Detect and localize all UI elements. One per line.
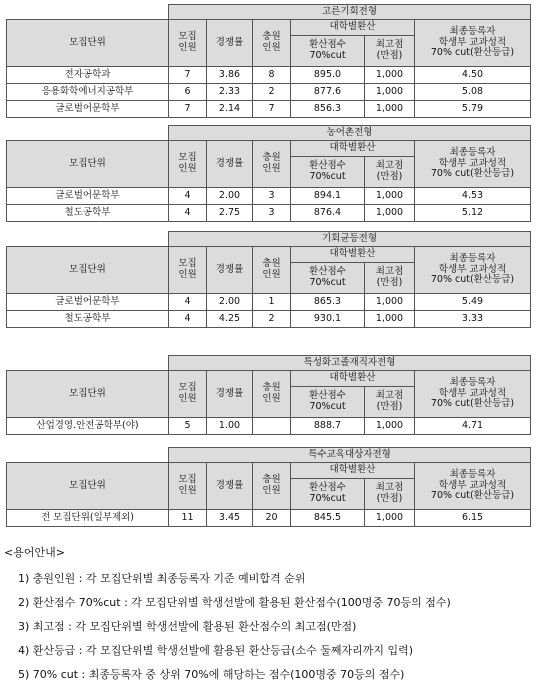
table-row: [7, 84, 531, 101]
results-table: [6, 447, 531, 527]
cell-max: 1,000: [365, 510, 415, 527]
header-quota: 모집 인원: [169, 463, 207, 510]
header-conv-score: 환산점수 70%cut: [291, 263, 365, 294]
header-final-grade: 최종등록자 학생부 교과성적 70% cut(환산등급): [415, 141, 531, 188]
cell-extra: 1: [253, 294, 291, 311]
term-item-1: 1) 충원인원 : 각 모집단위별 최종등록자 기준 예비합격 순위: [18, 572, 306, 585]
cell-grade: 4.50: [415, 67, 531, 84]
cell-extra: 2: [253, 311, 291, 328]
cell-quota: 6: [169, 84, 207, 101]
cell-score: 845.5: [291, 510, 365, 527]
cell-ratio: 1.00: [207, 418, 253, 435]
header-extra: 충원 인원: [253, 141, 291, 188]
cell-max: 1,000: [365, 311, 415, 328]
cell-quota: 5: [169, 418, 207, 435]
cell-extra: 3: [253, 188, 291, 205]
cell-unit: 응용화학에너지공학부: [7, 84, 169, 101]
cell-score: 930.1: [291, 311, 365, 328]
header-unit: 모집단위: [7, 20, 169, 67]
table-corner-blank: [7, 5, 169, 20]
cell-max: 1,000: [365, 84, 415, 101]
header-ratio: 경쟁률: [207, 141, 253, 188]
table-corner-blank: [7, 232, 169, 247]
header-unit: 모집단위: [7, 247, 169, 294]
header-conv-group: 대학별환산: [291, 20, 415, 36]
cell-ratio: 3.86: [207, 67, 253, 84]
header-final-grade: 최종등록자 학생부 교과성적 70% cut(환산등급): [415, 371, 531, 418]
cell-ratio: 3.45: [207, 510, 253, 527]
header-quota: 모집 인원: [169, 141, 207, 188]
cell-grade: 3.33: [415, 311, 531, 328]
cell-quota: 4: [169, 188, 207, 205]
table-corner-blank: [7, 356, 169, 371]
header-max-score: 최고점 (만점): [365, 387, 415, 418]
term-item-4: 4) 환산등급 : 각 모집단위별 학생선발에 활용된 환산등급(소수 둘째자리까지 입력): [18, 644, 414, 657]
table-title: 농어촌전형: [169, 126, 531, 141]
header-final-grade: 최종등록자 학생부 교과성적 70% cut(환산등급): [415, 463, 531, 510]
table-title: 기회균등전형: [169, 232, 531, 247]
cell-score: 856.3: [291, 101, 365, 118]
header-conv-score: 환산점수 70%cut: [291, 157, 365, 188]
cell-score: 877.6: [291, 84, 365, 101]
cell-unit: 글로벌어문학부: [7, 101, 169, 118]
cell-score: 895.0: [291, 67, 365, 84]
header-extra: 충원 인원: [253, 463, 291, 510]
header-conv-group: 대학별환산: [291, 247, 415, 263]
cell-max: 1,000: [365, 294, 415, 311]
cell-ratio: 2.33: [207, 84, 253, 101]
header-final-grade: 최종등록자 학생부 교과성적 70% cut(환산등급): [415, 247, 531, 294]
table-row: [7, 510, 531, 527]
header-conv-score: 환산점수 70%cut: [291, 479, 365, 510]
cell-grade: 5.12: [415, 205, 531, 222]
header-max-score: 최고점 (만점): [365, 36, 415, 67]
cell-score: 865.3: [291, 294, 365, 311]
header-quota: 모집 인원: [169, 20, 207, 67]
cell-score: 876.4: [291, 205, 365, 222]
header-quota: 모집 인원: [169, 247, 207, 294]
header-max-score: 최고점 (만점): [365, 157, 415, 188]
cell-grade: 5.79: [415, 101, 531, 118]
header-conv-group: 대학별환산: [291, 463, 415, 479]
table-title: 특성화고졸재직자전형: [169, 356, 531, 371]
cell-ratio: 4.25: [207, 311, 253, 328]
header-conv-group: 대학별환산: [291, 141, 415, 157]
table-corner-blank: [7, 448, 169, 463]
table-row: [7, 294, 531, 311]
cell-unit: 철도공학부: [7, 311, 169, 328]
table-row: [7, 188, 531, 205]
terms-guide: [4, 541, 534, 687]
cell-extra: 7: [253, 101, 291, 118]
cell-grade: 5.49: [415, 294, 531, 311]
cell-ratio: 2.14: [207, 101, 253, 118]
cell-grade: 4.53: [415, 188, 531, 205]
cell-unit: 글로벌어문학부: [7, 294, 169, 311]
header-conv-group: 대학별환산: [291, 371, 415, 387]
header-extra: 충원 인원: [253, 20, 291, 67]
cell-score: 888.7: [291, 418, 365, 435]
table-row: [7, 418, 531, 435]
cell-grade: 4.71: [415, 418, 531, 435]
results-table: [6, 125, 531, 222]
table-row: [7, 101, 531, 118]
cell-max: 1,000: [365, 67, 415, 84]
cell-unit: 철도공학부: [7, 205, 169, 222]
cell-unit: 글로벌어문학부: [7, 188, 169, 205]
cell-unit: 산업경영.안전공학부(야): [7, 418, 169, 435]
cell-grade: 5.08: [415, 84, 531, 101]
cell-max: 1,000: [365, 101, 415, 118]
header-ratio: 경쟁률: [207, 463, 253, 510]
table-title: 특수교육대상자전형: [169, 448, 531, 463]
header-ratio: 경쟁률: [207, 247, 253, 294]
results-table: [6, 355, 531, 435]
header-final-grade: 최종등록자 학생부 교과성적 70% cut(환산등급): [415, 20, 531, 67]
cell-unit: 전 모집단위(일부제외): [7, 510, 169, 527]
header-ratio: 경쟁률: [207, 371, 253, 418]
results-table: [6, 231, 531, 328]
header-unit: 모집단위: [7, 141, 169, 188]
cell-extra: 20: [253, 510, 291, 527]
table-row: [7, 311, 531, 328]
header-extra: 충원 인원: [253, 371, 291, 418]
cell-max: 1,000: [365, 205, 415, 222]
cell-max: 1,000: [365, 418, 415, 435]
cell-ratio: 2.00: [207, 188, 253, 205]
terms-guide-title: <용어안내>: [4, 546, 65, 559]
results-table: [6, 4, 531, 118]
header-extra: 충원 인원: [253, 247, 291, 294]
cell-extra: 8: [253, 67, 291, 84]
cell-max: 1,000: [365, 188, 415, 205]
term-item-2: 2) 환산점수 70%cut : 각 모집단위별 학생선발에 활용된 환산점수(100명중 70등의 점수): [18, 596, 451, 609]
header-unit: 모집단위: [7, 371, 169, 418]
table-title: 고른기회전형: [169, 5, 531, 20]
cell-ratio: 2.75: [207, 205, 253, 222]
cell-ratio: 2.00: [207, 294, 253, 311]
cell-extra: 2: [253, 84, 291, 101]
header-unit: 모집단위: [7, 463, 169, 510]
header-quota: 모집 인원: [169, 371, 207, 418]
cell-quota: 4: [169, 311, 207, 328]
cell-quota: 7: [169, 101, 207, 118]
term-item-3: 3) 최고점 : 각 모집단위별 학생선발에 활용된 환산점수의 최고점(만점): [18, 620, 357, 633]
cell-extra: 3: [253, 205, 291, 222]
cell-score: 894.1: [291, 188, 365, 205]
header-max-score: 최고점 (만점): [365, 479, 415, 510]
header-max-score: 최고점 (만점): [365, 263, 415, 294]
cell-quota: 4: [169, 205, 207, 222]
header-ratio: 경쟁률: [207, 20, 253, 67]
cell-grade: 6.15: [415, 510, 531, 527]
cell-quota: 11: [169, 510, 207, 527]
table-row: [7, 205, 531, 222]
cell-extra: [253, 418, 291, 435]
table-row: [7, 67, 531, 84]
header-conv-score: 환산점수 70%cut: [291, 36, 365, 67]
table-corner-blank: [7, 126, 169, 141]
cell-unit: 전자공학과: [7, 67, 169, 84]
cell-quota: 7: [169, 67, 207, 84]
header-conv-score: 환산점수 70%cut: [291, 387, 365, 418]
cell-quota: 4: [169, 294, 207, 311]
term-item-5: 5) 70% cut : 최종등록자 중 상위 70%에 해당하는 점수(100명중 70등의 점수): [18, 668, 405, 681]
